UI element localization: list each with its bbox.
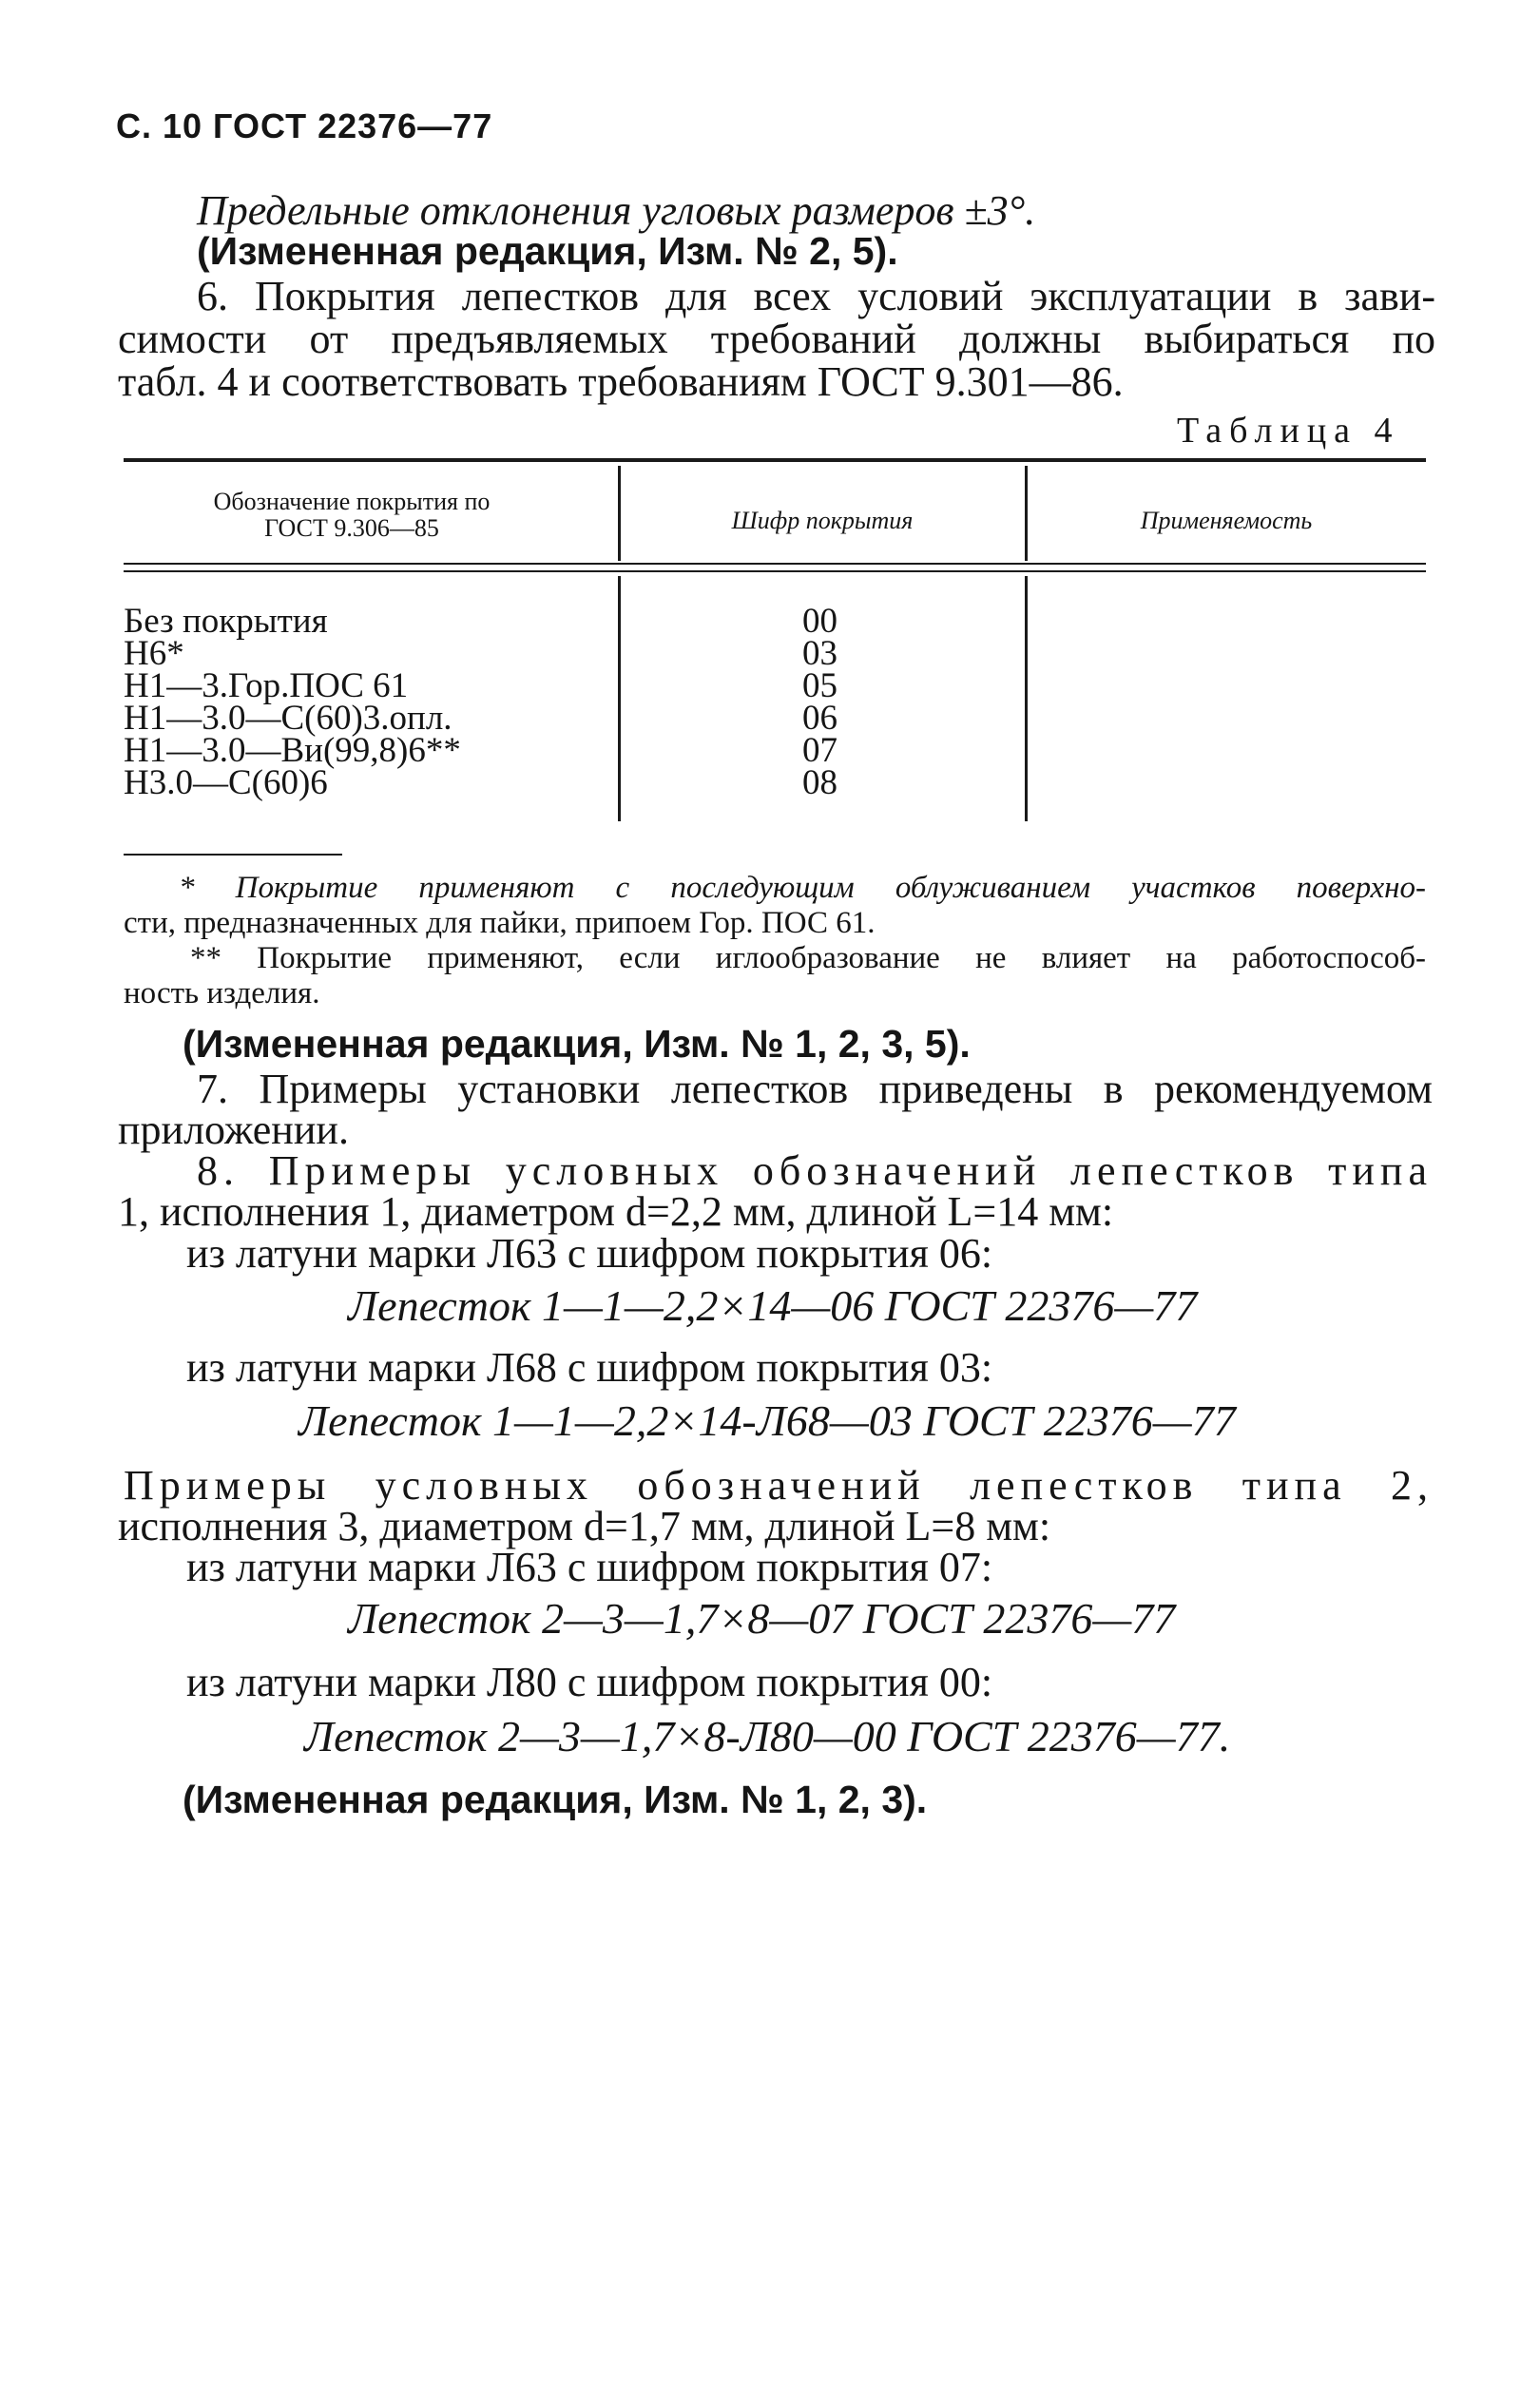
col-divider-1-body — [618, 576, 621, 821]
designation-3: Н1—3.0—С(60)3.опл. — [124, 699, 452, 738]
para8-line1: 8. Примеры условных обозначений лепестков типа — [197, 1147, 1433, 1194]
example-3: Лепесток 2—3—1,7×8—07 ГОСТ 22376—77 — [348, 1594, 1176, 1643]
table-header-rule-2 — [124, 570, 1426, 572]
edit-note-3: (Измененная редакция, Изм. № 1, 2, 3). — [183, 1778, 928, 1821]
code-3: 06 — [802, 699, 837, 738]
table-header-designation: Обозначение покрытия по ГОСТ 9.306—85 — [213, 488, 491, 542]
para7-line1: 7. Примеры установки лепестков приведены в рекомендуемом — [197, 1066, 1433, 1112]
para7-line2: приложении. — [118, 1106, 349, 1153]
col-divider-2-body — [1025, 576, 1028, 821]
edit-note-2: (Измененная редакция, Изм. № 1, 2, 3, 5). — [183, 1022, 971, 1066]
code-1: 03 — [802, 634, 837, 673]
designation-0: Без покрытия — [124, 602, 328, 641]
para8-sub4: из латуни марки Л80 с шифром покрытия 00: — [186, 1659, 993, 1705]
designation-1: Н6* — [124, 634, 184, 673]
edit-note-1: (Измененная редакция, Изм. № 2, 5). — [197, 229, 898, 273]
code-5: 08 — [802, 763, 837, 802]
example-2: Лепесток 1—1—2,2×14-Л68—03 ГОСТ 22376—77 — [298, 1396, 1236, 1445]
col-divider-2-head — [1025, 466, 1028, 561]
footnote-1-line1 — [179, 870, 1426, 906]
page-header: С. 10 ГОСТ 22376—77 — [116, 106, 493, 145]
para8-sub1: из латуни марки Л63 с шифром покрытия 06: — [186, 1230, 993, 1277]
table-header-applicability: Применяемость — [1140, 507, 1313, 534]
footnote-2-line2: ность изделия. — [124, 976, 320, 1010]
para8-sub3: из латуни марки Л63 с шифром покрытия 07: — [186, 1544, 993, 1590]
designation-5: Н3.0—С(60)6 — [124, 763, 328, 802]
table-header-code: Шифр покрытия — [731, 507, 914, 534]
table-header-rule-1 — [124, 563, 1426, 565]
code-0: 00 — [802, 602, 837, 641]
footnote-2-line1: ** Покрытие применяют, если иглообразование не влияет на работоспособ- — [190, 941, 1426, 975]
code-4: 07 — [802, 731, 837, 770]
designation-2: Н1—3.Гор.ПОС 61 — [124, 666, 409, 705]
col-divider-1-head — [618, 466, 621, 561]
tolerance-text: Предельные отклонения угловых размеров ±3°. — [197, 187, 1036, 234]
para6-line1: 6. Покрытия лепестков для всех условий эксплуатации в зави- — [197, 273, 1435, 319]
table-caption: Таблица 4 — [1177, 411, 1400, 451]
example-4: Лепесток 2—3—1,7×8-Л80—00 ГОСТ 22376—77. — [304, 1712, 1231, 1760]
footnote-1-line2: сти, предназначенных для пайки, припоем Гор. ПОС 61. — [124, 906, 876, 940]
para8-line4: исполнения 3, диаметром d=1,7 мм, длиной L=8 мм: — [118, 1503, 1051, 1549]
para6-line2: симости от предъявляемых требований должны выбираться по — [118, 316, 1435, 362]
para8-line3: Примеры условных обозначений лепестков типа 2, — [124, 1462, 1434, 1509]
footnote-1-text: * Покрытие применяют с последующим облуживанием участков поверхно- — [179, 871, 1426, 905]
table-top-rule — [124, 458, 1426, 462]
para8-line2: 1, исполнения 1, диаметром d=2,2 мм, длиной L=14 мм: — [118, 1188, 1114, 1235]
para8-sub2: из латуни марки Л68 с шифром покрытия 03: — [186, 1344, 993, 1391]
para6-line3: табл. 4 и соответствовать требованиям ГОСТ 9.301—86. — [118, 358, 1124, 405]
example-1: Лепесток 1—1—2,2×14—06 ГОСТ 22376—77 — [348, 1281, 1198, 1330]
footnote-rule — [124, 854, 342, 856]
code-2: 05 — [802, 666, 837, 705]
designation-4: Н1—3.0—Ви(99,8)6** — [124, 731, 461, 770]
